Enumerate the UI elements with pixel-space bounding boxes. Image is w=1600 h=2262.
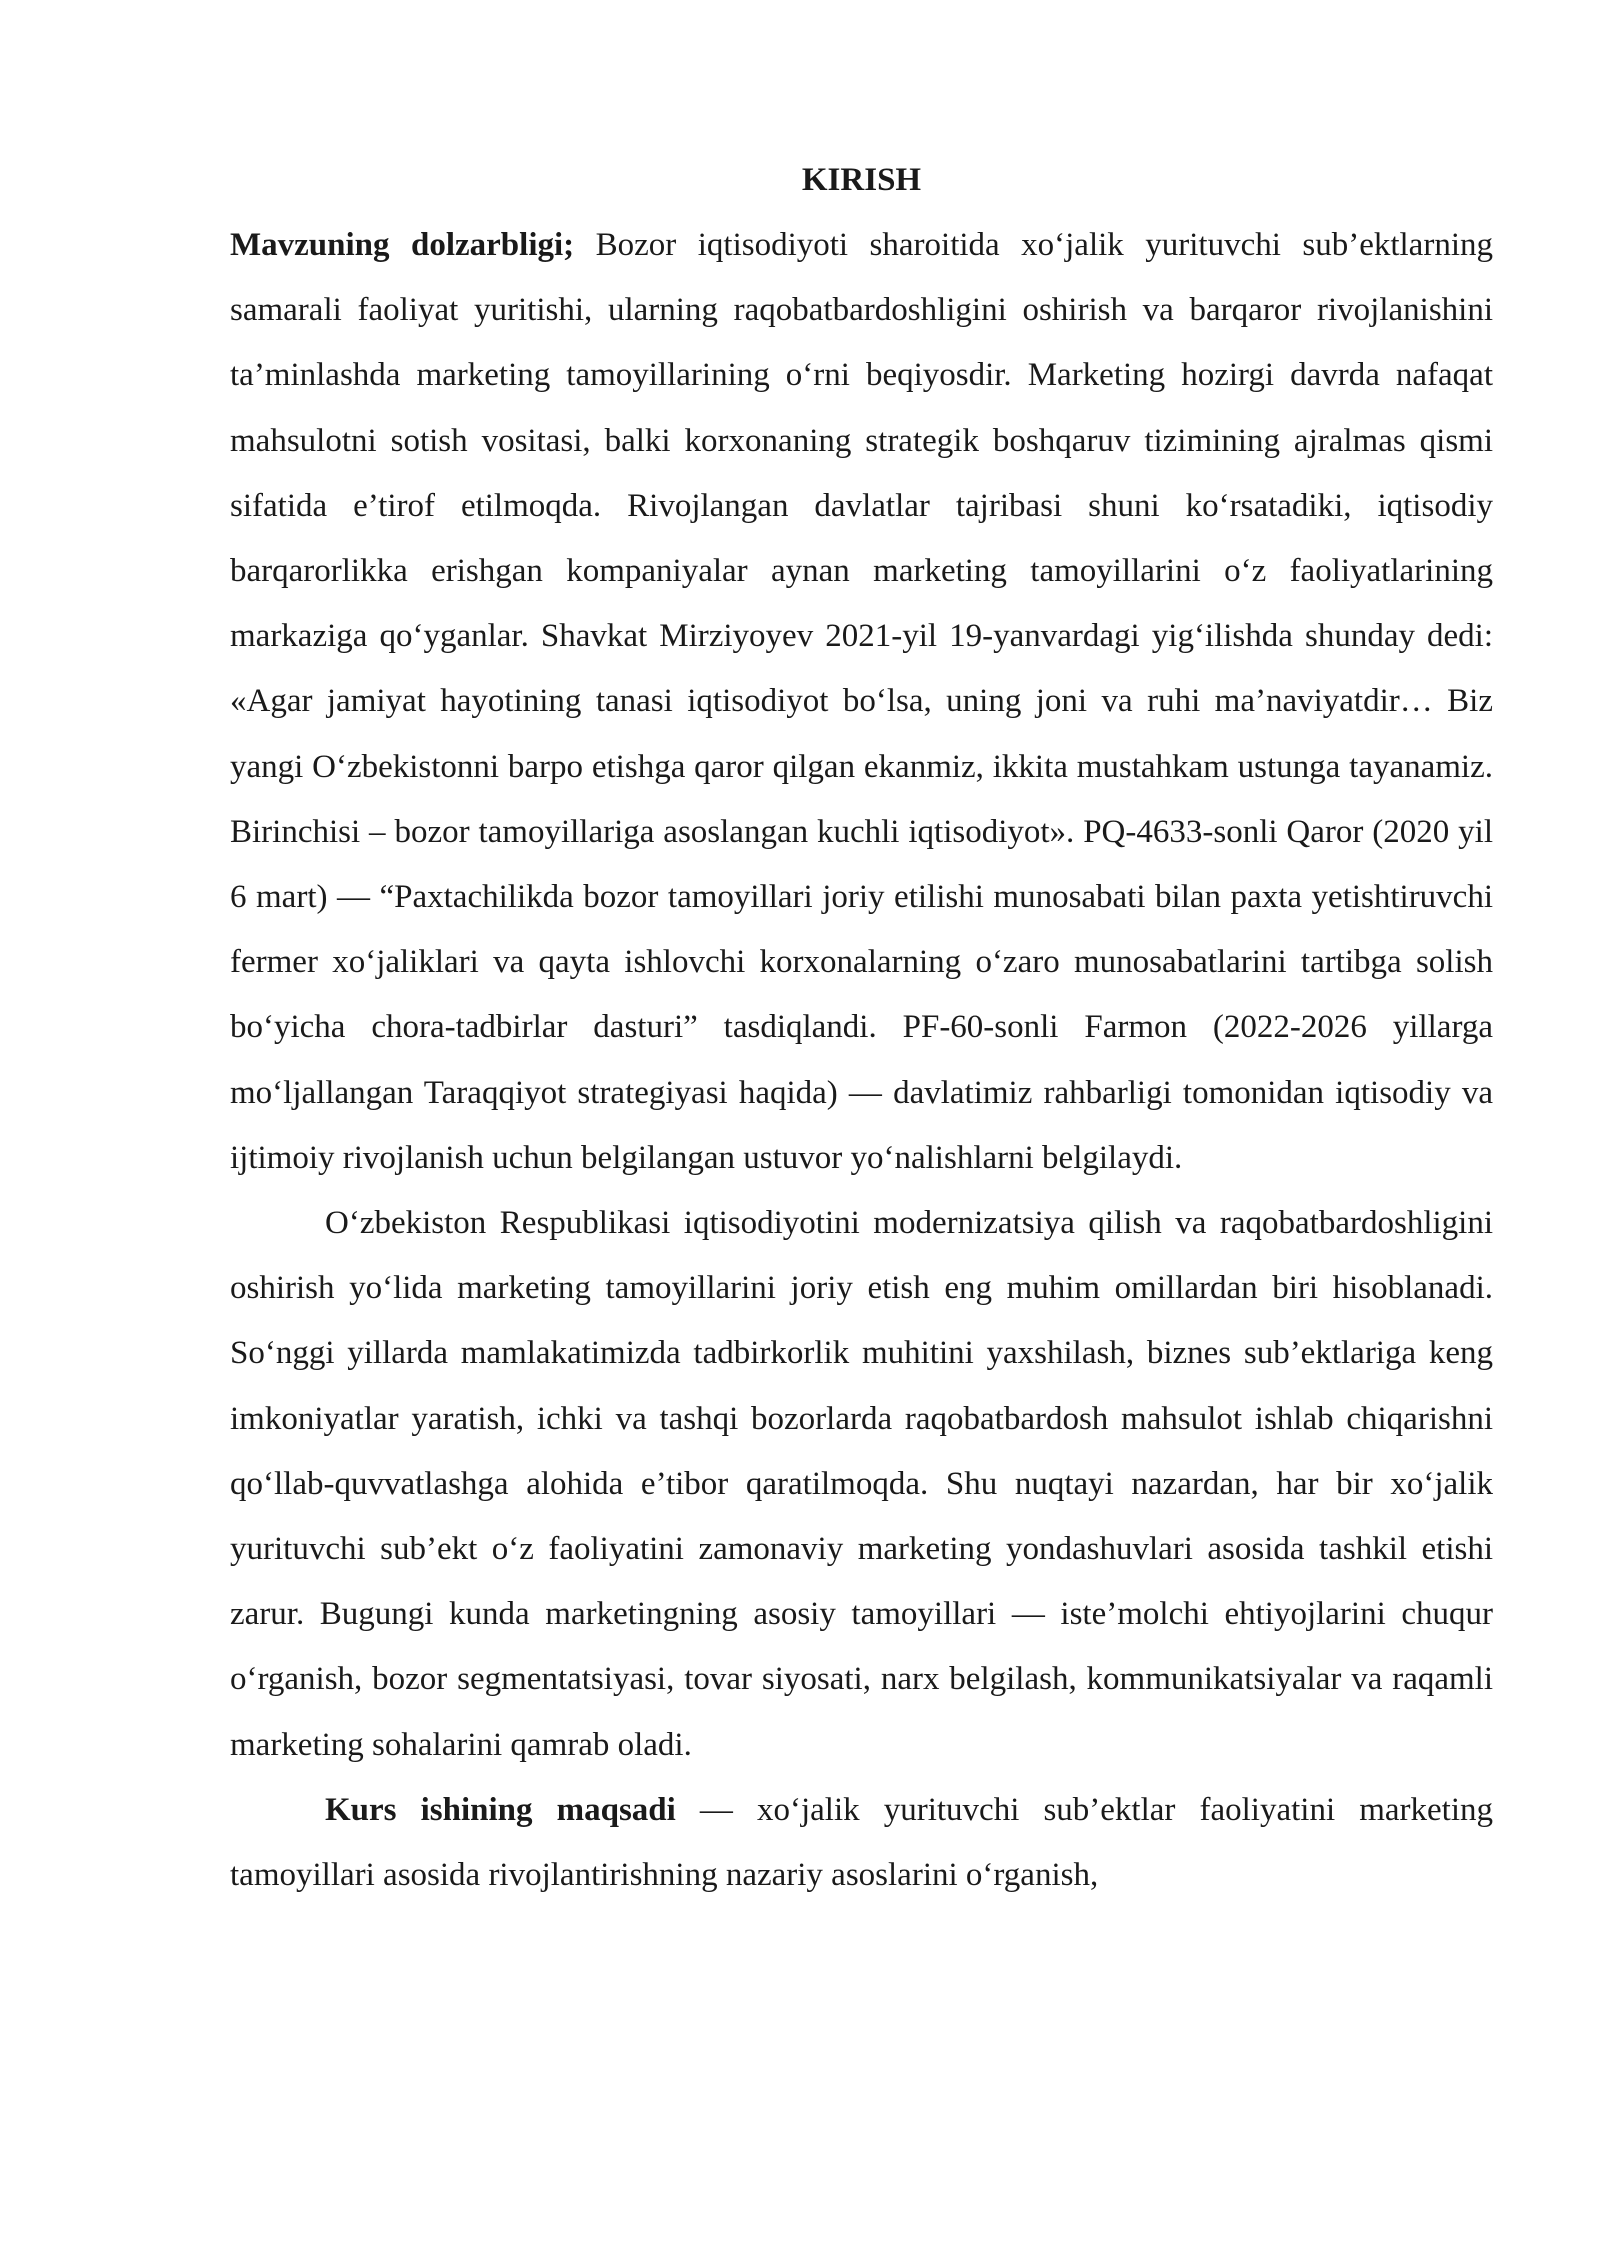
document-body (230, 148, 1493, 1908)
paragraph-goal (230, 1778, 1493, 1908)
section-title: KIRISH (801, 162, 922, 198)
paragraph-lead-goal: Kurs ishining maqsadi (325, 1791, 676, 1828)
paragraph-lead-relevance: Mavzuning dolzarbligi; (230, 227, 575, 263)
paragraph-text-modernization: O‘zbekiston Respublikasi iqtisodiyotini modernizatsiya qilish va raqobatbardoshligini oshirish yo‘lida marketing tamoyillarini joriy etish eng muhim omillardan biri hisoblanadi. So‘nggi yillarda mamlakatimizda tadbirkorlik muhitini yaxshilash, biznes sub’ektlariga keng imkoniyatlar yaratish, ichki va tashqi bozorlarda raqobatbardosh mahsulot ishlab chiqarishni qo‘llab-quvvatlashga alohida e’tibor qaratilmoqda. Shu nuqtayi nazardan, har bir xo‘jalik yurituvchi sub’ekt o‘z faoliyatini zamonaviy marketing yondashuvlari asosida tashkil etishi zarur. Bugungi kunda marketingning asosiy tamoyillari — iste’molchi ehtiyojlarini chuqur o‘rganish, bozor segmentatsiyasi, tovar siyosati, narx belgilash, kommunikatsiyalar va raqamli marketing sohalarini qamrab oladi. (230, 1205, 1493, 1763)
paragraph-text-goal: — xo‘jalik yurituvchi sub’ektlar faoliyatini marketing tamoyillari asosida rivojlantirishning nazariy asoslarini o‘rganish, (230, 1791, 1494, 1894)
paragraph-text-relevance: Bozor iqtisodiyoti sharoitida xo‘jalik yurituvchi sub’ektlarning samarali faoliyat yuritishi, ularning raqobatbardoshligini oshirish va barqaror rivojlanishini ta’minlashda marketing tamoyillarining o‘rni beqiyosdir. Marketing hozirgi davrda nafaqat mahsulotni sotish vositasi, balki korxonaning strategik boshqaruv tizimining ajralmas qismi sifatida e’tirof etilmoqda. Rivojlangan davlatlar tajribasi shuni ko‘rsatadiki, iqtisodiy barqarorlikka erishgan kompaniyalar aynan marketing tamoyillarini o‘z faoliyatlarining markaziga qo‘yganlar. Shavkat Mirziyoyev 2021-yil 19-yanvardagi yig‘ilishda shunday dedi: «Agar jamiyat hayotining tanasi iqtisodiyot bo‘lsa, uning joni va ruhi ma’naviyatdir… Biz yangi O‘zbekistonni barpo etishga qaror qilgan ekanmiz, ikkita mustahkam ustunga tayanamiz. Birinchisi – bozor tamoyillariga asoslangan kuchli iqtisodiyot». PQ-4633-sonli Qaror (2020 yil 6 mart) — “Paxtachilikda bozor tamoyillari joriy etilishi munosabati bilan paxta yetishtiruvchi fermer xo‘jaliklari va qayta ishlovchi korxonalarning o‘zaro munosabatlarini tartibga solish bo‘yicha chora-tadbirlar dasturi” tasdiqlandi. PF-60-sonli Farmon (2022-2026 yillarga mo‘ljallangan Taraqqiyot strategiyasi haqida) — davlatimiz rahbarligi tomonidan iqtisodiy va ijtimoiy rivojlanish uchun belgilangan ustuvor yo‘nalishlarni belgilaydi. (230, 227, 1493, 1176)
paragraph-modernization (230, 1191, 1493, 1778)
paragraph-relevance (230, 213, 1493, 1191)
